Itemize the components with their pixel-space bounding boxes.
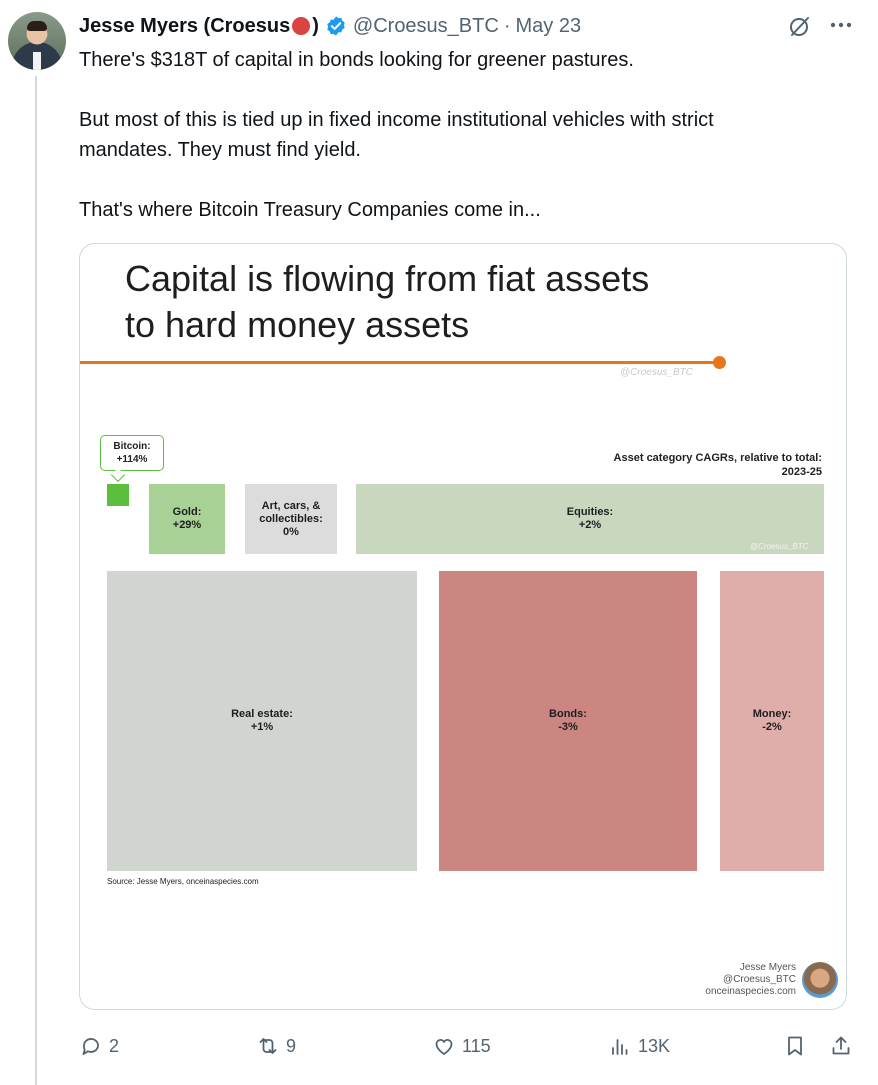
- tile-value: 0%: [283, 525, 299, 538]
- like-button[interactable]: [432, 1026, 491, 1066]
- chart-title-line: Capital is flowing from fiat assets: [125, 258, 650, 299]
- tweet-header: [79, 11, 581, 41]
- bitcoin-label: Bitcoin:: [113, 441, 151, 452]
- author-handle[interactable]: @Croesus_BTC: [352, 14, 499, 37]
- like-count: 115: [462, 1035, 491, 1056]
- signature-line: onceinaspecies.com: [705, 986, 796, 997]
- tile-value: -3%: [558, 721, 578, 733]
- tile-label: Art, cars, & collectibles:: [259, 499, 323, 525]
- tweet-line: That's where Bitcoin Treasury Companies come in...: [79, 199, 541, 221]
- reply-button[interactable]: [79, 1026, 119, 1066]
- tile-label: Bonds:: [549, 708, 587, 720]
- tweet-date[interactable]: May 23: [515, 14, 582, 37]
- repost-count: 9: [286, 1035, 297, 1056]
- views-count: 13K: [638, 1035, 671, 1056]
- like-icon: [432, 1034, 456, 1058]
- tile-value: +2%: [578, 519, 602, 531]
- tile-label: Gold:: [172, 506, 202, 518]
- more-icon[interactable]: [826, 13, 856, 37]
- share-icon: [829, 1034, 853, 1058]
- title-rule-dot: [713, 356, 726, 369]
- views-icon: [608, 1034, 632, 1058]
- tweet-line: There's $318T of capital in bonds looking for greener pastures.: [79, 49, 634, 71]
- author-name[interactable]: Jesse Myers (Croesus: [79, 14, 291, 37]
- reply-count: 2: [109, 1035, 120, 1056]
- tile-gold: [149, 484, 225, 554]
- cagr-note-line: Asset category CAGRs, relative to total:: [613, 452, 822, 464]
- tile-collectibles: [245, 484, 337, 554]
- bookmark-button[interactable]: [783, 1026, 813, 1066]
- tweet-line: But most of this is tied up in fixed income institutional vehicles with strict: [79, 109, 714, 131]
- thread-line: [35, 76, 37, 1085]
- tile-value: +1%: [250, 721, 274, 733]
- tweet-image[interactable]: [79, 243, 847, 1010]
- watermark-equities: @Croesus_BTC: [750, 542, 809, 551]
- watermark-top: @Croesus_BTC: [620, 367, 693, 378]
- repost-button[interactable]: [256, 1026, 296, 1066]
- tweet-line: mandates. They must find yield.: [79, 139, 361, 161]
- signature-line: @Croesus_BTC: [723, 974, 796, 985]
- chart-title-line: to hard money assets: [125, 304, 470, 345]
- cagr-note-line: 2023-25: [781, 466, 822, 478]
- bitcoin-value: +114%: [116, 454, 148, 465]
- tile-money: [720, 571, 824, 871]
- chart-title: [125, 256, 649, 348]
- bookmark-icon: [783, 1034, 807, 1058]
- title-rule: [80, 361, 720, 364]
- tile-label: Money:: [752, 708, 792, 720]
- verified-badge-icon: [325, 15, 347, 37]
- header-separator: ·: [503, 14, 511, 37]
- tile-label: Equities:: [566, 506, 614, 518]
- tile-real-estate: [107, 571, 417, 871]
- tile-bonds: [439, 571, 697, 871]
- red-circle-emoji-icon: [292, 17, 310, 35]
- action-bar: [0, 1026, 878, 1066]
- signature-line: Jesse Myers: [739, 962, 796, 973]
- signature-avatar: [802, 962, 838, 998]
- reply-icon: [79, 1034, 103, 1058]
- share-button[interactable]: [829, 1026, 859, 1066]
- bitcoin-callout: [100, 435, 164, 471]
- cagr-note: [614, 451, 822, 479]
- tile-value: +29%: [172, 519, 202, 531]
- tile-value: -2%: [762, 721, 782, 733]
- grok-icon[interactable]: [788, 14, 812, 38]
- chart-source: Source: Jesse Myers, onceinaspecies.com: [107, 877, 259, 886]
- author-avatar[interactable]: [8, 12, 66, 70]
- author-name-close[interactable]: ): [312, 14, 319, 37]
- tile-label: Real estate:: [231, 708, 293, 720]
- tile-bitcoin: [107, 484, 129, 506]
- signature: [705, 962, 796, 998]
- repost-icon: [256, 1034, 280, 1058]
- tweet-text: [79, 45, 859, 225]
- views-button[interactable]: [608, 1026, 670, 1066]
